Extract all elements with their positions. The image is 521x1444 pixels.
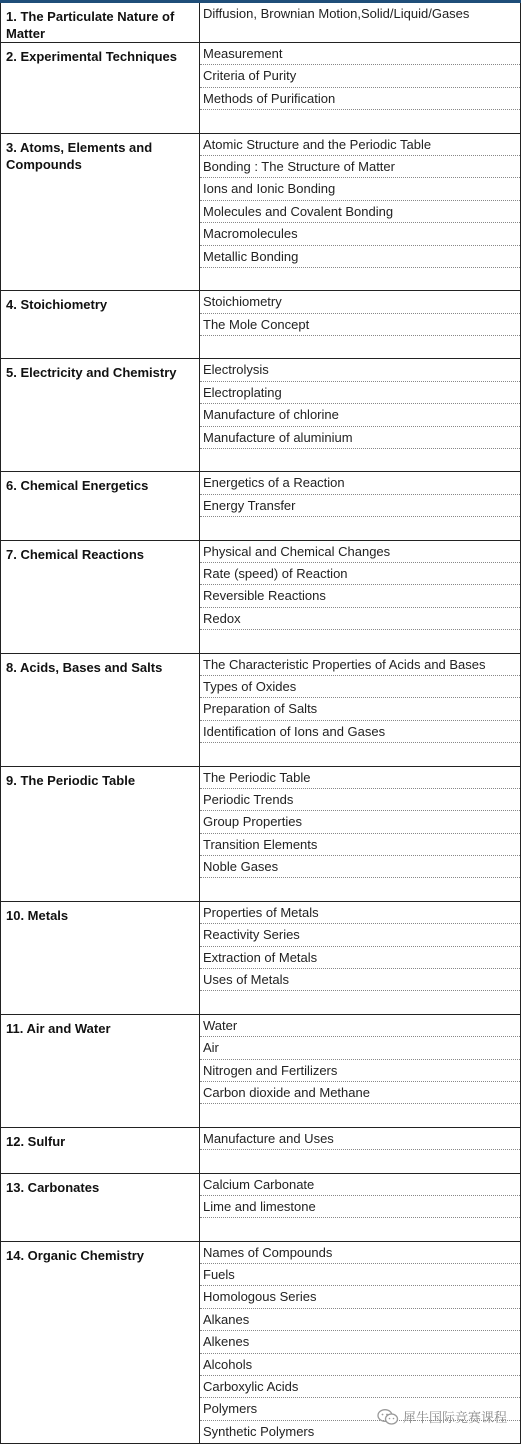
topic-cell: 7. Chemical Reactions: [1, 540, 200, 653]
empty-line: [200, 268, 520, 290]
subtopic-item: Manufacture of aluminium: [200, 427, 520, 449]
subtopic-item: Identification of Ions and Gases: [200, 721, 520, 743]
subtopic-item: Group Properties: [200, 811, 520, 833]
table-row: [1, 766, 521, 901]
subtopic-item: Alcohols: [200, 1354, 520, 1376]
table-row: [1, 472, 521, 540]
subtopic-cell: [200, 1127, 521, 1173]
topic-cell: 12. Sulfur: [1, 1127, 200, 1173]
subtopic-item: Synthetic Polymers: [203, 1423, 315, 1439]
subtopic-cell: [200, 472, 521, 540]
empty-line: [200, 517, 520, 539]
topic-cell: 8. Acids, Bases and Salts: [1, 653, 200, 766]
topic-cell: 1. The Particulate Nature of Matter: [1, 3, 200, 43]
subtopic-item: Alkenes: [200, 1331, 520, 1353]
subtopic-item: Physical and Chemical Changes: [200, 541, 520, 563]
subtopic-item: Molecules and Covalent Bonding: [200, 201, 520, 223]
table-row: [1, 3, 521, 43]
subtopic-item: Diffusion, Brownian Motion,Solid/Liquid/Gases: [203, 6, 470, 21]
wechat-icon: [377, 1408, 399, 1426]
subtopic-item: Measurement: [200, 43, 520, 65]
empty-line: [200, 743, 520, 765]
subtopic-item: Ions and Ionic Bonding: [200, 178, 520, 200]
subtopic-cell: [200, 766, 521, 901]
empty-line: [200, 110, 520, 132]
subtopic-item: Redox: [200, 608, 520, 630]
subtopic-item: The Characteristic Properties of Acids and Bases: [200, 654, 520, 676]
empty-line: [200, 449, 520, 471]
subtopic-cell: [200, 1014, 521, 1127]
topic-cell: 2. Experimental Techniques: [1, 43, 200, 134]
subtopic-item: Homologous Series: [200, 1286, 520, 1308]
subtopic-item: Rate (speed) of Reaction: [200, 563, 520, 585]
subtopic-item: Types of Oxides: [200, 676, 520, 698]
subtopic-item: Extraction of Metals: [200, 947, 520, 969]
subtopic-item: Reactivity Series: [200, 924, 520, 946]
subtopic-item: Fuels: [200, 1264, 520, 1286]
subtopic-item: Methods of Purification: [200, 88, 520, 110]
empty-line: [200, 1104, 520, 1126]
empty-line: [200, 991, 520, 1013]
topic-cell: 10. Metals: [1, 901, 200, 1014]
subtopic-item: Reversible Reactions: [200, 585, 520, 607]
table-row: [1, 291, 521, 359]
subtopic-item: The Mole Concept: [200, 314, 520, 336]
subtopic-item: Noble Gases: [200, 856, 520, 878]
subtopic-item: Properties of Metals: [200, 902, 520, 924]
subtopic-cell: [200, 359, 521, 472]
topic-cell: 4. Stoichiometry: [1, 291, 200, 359]
subtopic-cell: [200, 901, 521, 1014]
subtopic-item: Lime and limestone: [200, 1196, 520, 1218]
syllabus-table: [0, 3, 521, 1444]
empty-line: [200, 1150, 520, 1172]
empty-line: [200, 336, 520, 358]
subtopic-item: Calcium Carbonate: [200, 1174, 520, 1196]
topic-cell: 5. Electricity and Chemistry: [1, 359, 200, 472]
subtopic-item: Stoichiometry: [200, 291, 520, 313]
subtopic-item: Macromolecules: [200, 223, 520, 245]
subtopic-item: Energetics of a Reaction: [200, 472, 520, 494]
subtopic-item: Manufacture and Uses: [200, 1128, 520, 1150]
subtopic-item: Energy Transfer: [200, 495, 520, 517]
subtopic-item: Polymers: [200, 1398, 520, 1420]
watermark-text: 犀牛国际竞赛课程: [402, 1410, 507, 1425]
subtopic-cell: [200, 1173, 521, 1241]
subtopic-item: Air: [200, 1037, 520, 1059]
topic-cell: 13. Carbonates: [1, 1173, 200, 1241]
subtopic-item: Nitrogen and Fertilizers: [200, 1060, 520, 1082]
table-row: [1, 43, 521, 134]
empty-line: [200, 1218, 520, 1240]
subtopic-item: Electrolysis: [200, 359, 520, 381]
empty-line: [200, 878, 520, 900]
table-row: [1, 540, 521, 653]
subtopic-item: Electroplating: [200, 382, 520, 404]
subtopic-item: Carbon dioxide and Methane: [200, 1082, 520, 1104]
subtopic-item: Preparation of Salts: [200, 698, 520, 720]
topic-cell: 6. Chemical Energetics: [1, 472, 200, 540]
subtopic-item: Criteria of Purity: [200, 65, 520, 87]
subtopic-item: Names of Compounds: [200, 1242, 520, 1264]
table-row: [1, 653, 521, 766]
table-row: [1, 133, 521, 291]
subtopic-item: Water: [200, 1015, 520, 1037]
subtopic-cell: [200, 291, 521, 359]
table-row: [1, 1127, 521, 1173]
subtopic-item: Carboxylic Acids: [200, 1376, 520, 1398]
watermark: [377, 1407, 507, 1426]
subtopic-item: Manufacture of chlorine: [200, 404, 520, 426]
subtopic-cell: [200, 653, 521, 766]
topic-cell: 11. Air and Water: [1, 1014, 200, 1127]
syllabus-body: [1, 3, 521, 1444]
table-row: [1, 359, 521, 472]
topic-cell: 3. Atoms, Elements and Compounds: [1, 133, 200, 291]
subtopic-cell: [200, 133, 521, 291]
subtopic-cell: [200, 3, 521, 43]
subtopic-item: Uses of Metals: [200, 969, 520, 991]
subtopic-item: Periodic Trends: [200, 789, 520, 811]
subtopic-item: The Periodic Table: [200, 767, 520, 789]
topic-cell: 9. The Periodic Table: [1, 766, 200, 901]
table-row: [1, 901, 521, 1014]
subtopic-item: Metallic Bonding: [200, 246, 520, 268]
subtopic-item: Alkanes: [200, 1309, 520, 1331]
subtopic-item: Transition Elements: [200, 834, 520, 856]
subtopic-cell: [200, 540, 521, 653]
topic-cell: 14. Organic Chemistry: [1, 1241, 200, 1444]
table-row: [1, 1173, 521, 1241]
subtopic-item: Bonding : The Structure of Matter: [200, 156, 520, 178]
subtopic-item: Atomic Structure and the Periodic Table: [200, 134, 520, 156]
subtopic-cell: [200, 43, 521, 134]
table-row: [1, 1014, 521, 1127]
empty-line: [200, 630, 520, 652]
